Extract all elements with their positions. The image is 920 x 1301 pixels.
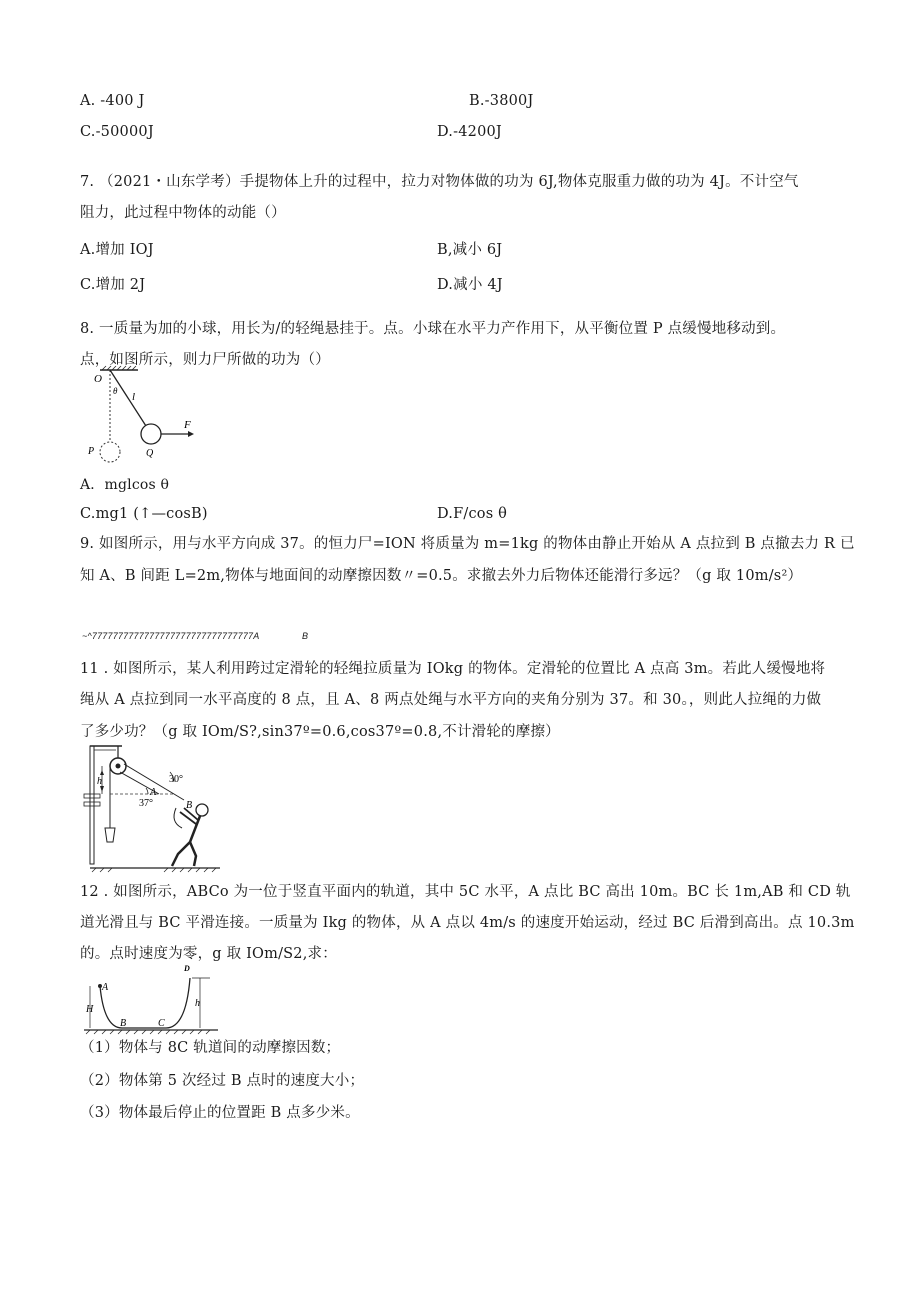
q6-option-b: B.-3800J	[469, 93, 534, 109]
pendulum-figure	[80, 366, 200, 462]
q12-stem-line3: 的。点时速度为零，g 取 IOm/S2,求：	[80, 946, 337, 962]
q8-stem-line2: 点，如图所示，则力尸所做的功为（）	[80, 352, 330, 368]
q6-option-d: D.-4200J	[437, 124, 502, 140]
q12-stem-line1: 12 . 如图所示，ABCo 为一位于竖直平面内的轨道，其中 5C 水平，A 点比 BC 高出 10m。BC 长 1m,AB 和 CD 轨	[80, 884, 851, 900]
q9-figure-ground: ~^7777777777777777777777777777777A	[82, 631, 260, 641]
q12-sub-question-2: （2）物体第 5 次经过 B 点时的速度大小；	[80, 1073, 365, 1089]
track-label-h-small: h	[195, 998, 200, 1009]
q7-option-a: A.增加 IOJ	[80, 242, 154, 258]
track-label-h-big: H	[86, 1004, 94, 1015]
q8-option-c: C.mg1 (↑—cosB)	[80, 506, 208, 522]
track-label-b: B	[120, 1018, 127, 1029]
track-label-a: A	[102, 982, 109, 993]
pendulum-label-o: O	[94, 373, 102, 385]
pendulum-label-l: l	[132, 391, 136, 403]
q7-option-d: D.减小 4J	[437, 277, 503, 293]
q8-option-a: A．mglcos θ	[80, 477, 170, 493]
pulley-label-37deg: 37°	[139, 798, 153, 809]
q7-option-b: B,减小 6J	[437, 242, 503, 258]
pendulum-label-q: Q	[146, 448, 154, 459]
q12-stem-line2: 道光滑且与 BC 平滑连接。一质量为 Ikg 的物体，从 A 点以 4m/s 的速度开始运动，经过 BC 后滑到高出。点 10.3m	[80, 915, 855, 931]
q11-stem-line3: 了多少功？（g 取 IOm/S?,sin37º=0.6,cos37º=0.8,不计滑轮的摩擦）	[80, 724, 560, 740]
q9-stem-line1: 9. 如图所示，用与水平方向成 37。的恒力尸=ION 将质量为 m=1kg 的物体由静止开始从 A 点拉到 B 点撤去力 R 已	[80, 536, 855, 552]
track-figure	[82, 962, 222, 1034]
q11-stem-line1: 11 . 如图所示，某人利用跨过定滑轮的轻绳拉质量为 IOkg 的物体。定滑轮的位置比 A 点高 3m。若此人缓慢地将	[80, 661, 826, 677]
q11-stem-line2: 绳从 A 点拉到同一水平高度的 8 点，且 A、8 两点处绳与水平方向的夹角分别为 37。和 30。，则此人拉绳的力做	[80, 692, 822, 708]
q7-option-c: C.增加 2J	[80, 277, 146, 293]
pulley-figure	[80, 742, 225, 872]
pendulum-label-p: P	[88, 446, 95, 457]
pendulum-label-f: F	[184, 419, 191, 431]
pulley-label-h: h	[97, 776, 102, 787]
q12-sub-question-3: （3）物体最后停止的位置距 B 点多少米。	[80, 1105, 360, 1121]
q7-stem-line1: 7. （2021・山东学考）手提物体上升的过程中，拉力对物体做的功为 6J,物体克服重力做的功为 4J。不计空气	[80, 174, 799, 190]
q9-stem-line2: 知 A、B 间距 L=2m,物体与地面间的动摩擦因数〃=0.5。求撤去外力后物体还能滑行多远？（g 取 10m/s²）	[80, 568, 803, 584]
q6-option-a: A. -400 J	[80, 93, 145, 109]
track-label-c: C	[158, 1018, 165, 1029]
pulley-label-30deg: 30°	[169, 774, 183, 785]
pulley-label-b: B	[186, 800, 193, 811]
q7-stem-line2: 阻力，此过程中物体的动能（）	[80, 205, 286, 221]
pendulum-label-theta: θ	[113, 386, 118, 396]
q8-option-d: D.F/cos θ	[437, 506, 508, 522]
q9-figure-label-b: B	[302, 631, 309, 641]
q8-stem-line1: 8. 一质量为加的小球，用长为/的轻绳悬挂于。点。小球在水平力产作用下，从平衡位置 P 点缓慢地移动到。	[80, 321, 786, 337]
q12-sub-question-1: （1）物体与 8C 轨道间的动摩擦因数；	[80, 1040, 341, 1056]
track-label-d: D	[184, 964, 190, 973]
pulley-label-a: A	[150, 787, 157, 798]
q6-option-c: C.-50000J	[80, 124, 154, 140]
